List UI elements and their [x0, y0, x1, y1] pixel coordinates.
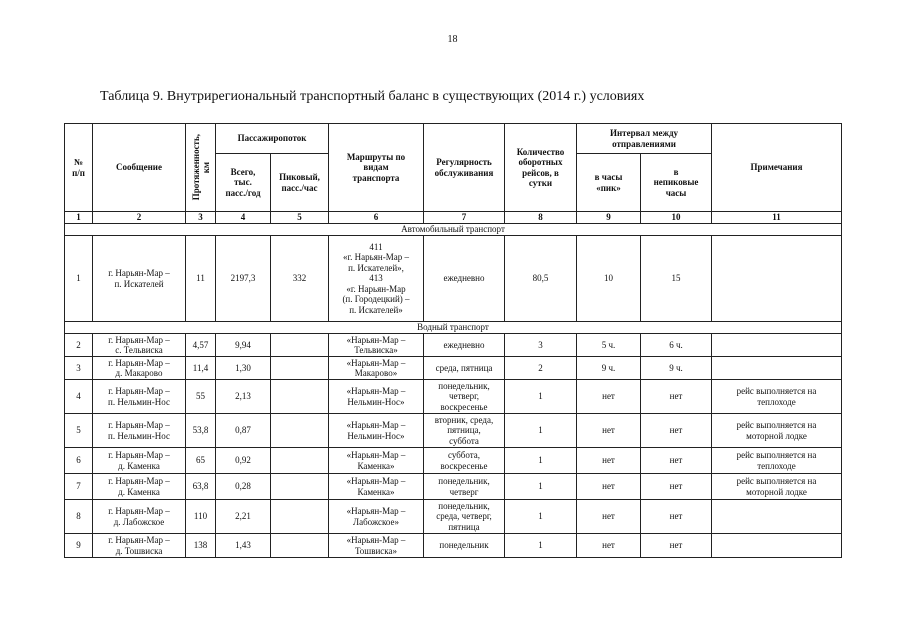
row-trips: 1 [505, 380, 577, 414]
row-connection: г. Нарьян-Мар – д. Каменка [93, 448, 186, 474]
row-regularity: суббота, воскресенье [424, 448, 505, 474]
header-length-label: Протяженность, км [190, 134, 211, 201]
row-route: «Нарьян-Мар – Тельвиска» [329, 334, 424, 357]
row-peak-flow [271, 500, 329, 534]
row-total-flow: 2,21 [216, 500, 271, 534]
row-total-flow: 1,43 [216, 534, 271, 558]
row-connection: г. Нарьян-Мар – д. Тошвиска [93, 534, 186, 558]
row-interval-offpeak: нет [641, 534, 712, 558]
table-row [65, 357, 842, 380]
row-total-flow: 0,92 [216, 448, 271, 474]
row-regularity: понедельник [424, 534, 505, 558]
row-notes: рейс выполняется на моторной лодке [712, 414, 842, 448]
page-number: 18 [447, 34, 458, 45]
row-notes [712, 236, 842, 322]
row-connection: г. Нарьян-Мар – п. Нельмин-Нос [93, 414, 186, 448]
row-number: 3 [65, 357, 93, 380]
row-regularity: среда, пятница [424, 357, 505, 380]
row-regularity: понедельник, четверг [424, 474, 505, 500]
row-route: «Нарьян-Мар – Лабожское» [329, 500, 424, 534]
row-length: 55 [186, 380, 216, 414]
row-interval-offpeak: 15 [641, 236, 712, 322]
row-interval-peak: 5 ч. [577, 334, 641, 357]
row-notes: рейс выполняется на теплоходе [712, 380, 842, 414]
row-trips: 80,5 [505, 236, 577, 322]
row-length: 4,57 [186, 334, 216, 357]
row-length: 110 [186, 500, 216, 534]
row-interval-offpeak: нет [641, 474, 712, 500]
row-total-flow: 1,30 [216, 357, 271, 380]
row-regularity: понедельник, среда, четверг, пятница [424, 500, 505, 534]
row-connection: г. Нарьян-Мар – с. Тельвиска [93, 334, 186, 357]
column-number-row [65, 212, 842, 224]
column-number: 8 [505, 212, 577, 224]
header-connection: Сообщение [93, 124, 186, 212]
row-regularity: понедельник, четверг, воскресенье [424, 380, 505, 414]
row-notes [712, 334, 842, 357]
header-num: № п/п [65, 124, 93, 212]
column-number: 7 [424, 212, 505, 224]
row-total-flow: 0,28 [216, 474, 271, 500]
row-interval-offpeak: нет [641, 448, 712, 474]
row-peak-flow [271, 357, 329, 380]
column-number: 11 [712, 212, 842, 224]
row-number: 6 [65, 448, 93, 474]
row-total-flow: 0,87 [216, 414, 271, 448]
row-total-flow: 2,13 [216, 380, 271, 414]
table-row [65, 236, 842, 322]
row-peak-flow [271, 474, 329, 500]
header-routes: Маршруты по видам транспорта [329, 124, 424, 212]
row-notes [712, 500, 842, 534]
column-number: 4 [216, 212, 271, 224]
table-row [65, 500, 842, 534]
table-row [65, 448, 842, 474]
row-trips: 3 [505, 334, 577, 357]
row-length: 65 [186, 448, 216, 474]
row-length: 11 [186, 236, 216, 322]
row-interval-offpeak: 6 ч. [641, 334, 712, 357]
header-offpeak-hours: в непиковые часы [641, 154, 712, 212]
row-trips: 1 [505, 500, 577, 534]
row-interval-offpeak: нет [641, 414, 712, 448]
row-peak-flow [271, 414, 329, 448]
row-trips: 1 [505, 414, 577, 448]
row-interval-peak: нет [577, 500, 641, 534]
header-total: Всего, тыс. пасс./год [216, 154, 271, 212]
row-length: 11,4 [186, 357, 216, 380]
row-number: 5 [65, 414, 93, 448]
row-route: «Нарьян-Мар – Нельмин-Нос» [329, 414, 424, 448]
column-number: 2 [93, 212, 186, 224]
row-interval-peak: 9 ч. [577, 357, 641, 380]
row-connection: г. Нарьян-Мар – п. Искателей [93, 236, 186, 322]
row-connection: г. Нарьян-Мар – д. Каменка [93, 474, 186, 500]
table-row [65, 334, 842, 357]
header-passenger-flow: Пассажиропоток [216, 124, 329, 154]
row-connection: г. Нарьян-Мар – п. Нельмин-Нос [93, 380, 186, 414]
row-interval-peak: нет [577, 534, 641, 558]
row-number: 9 [65, 534, 93, 558]
header-notes: Примечания [712, 124, 842, 212]
row-regularity: ежедневно [424, 334, 505, 357]
header-peak-hours: в часы «пик» [577, 154, 641, 212]
column-number: 1 [65, 212, 93, 224]
row-route: «Нарьян-Мар – Каменка» [329, 474, 424, 500]
row-number: 2 [65, 334, 93, 357]
row-number: 7 [65, 474, 93, 500]
row-notes [712, 534, 842, 558]
header-peak: Пиковый, пасс./час [271, 154, 329, 212]
row-route: «Нарьян-Мар – Нельмин-Нос» [329, 380, 424, 414]
row-trips: 1 [505, 534, 577, 558]
row-peak-flow [271, 448, 329, 474]
row-notes: рейс выполняется на моторной лодке [712, 474, 842, 500]
column-number: 6 [329, 212, 424, 224]
column-number: 5 [271, 212, 329, 224]
row-length: 63,8 [186, 474, 216, 500]
row-trips: 2 [505, 357, 577, 380]
transport-balance-table [64, 123, 842, 558]
row-interval-peak: нет [577, 474, 641, 500]
column-number: 3 [186, 212, 216, 224]
section-title: Автомобильный транспорт [65, 224, 842, 236]
column-number: 10 [641, 212, 712, 224]
row-length: 53,8 [186, 414, 216, 448]
row-total-flow: 2197,3 [216, 236, 271, 322]
row-interval-peak: нет [577, 380, 641, 414]
section-title: Водный транспорт [65, 322, 842, 334]
row-peak-flow [271, 380, 329, 414]
row-connection: г. Нарьян-Мар – д. Макарово [93, 357, 186, 380]
row-notes [712, 357, 842, 380]
row-regularity: ежедневно [424, 236, 505, 322]
header-interval: Интервал между отправлениями [577, 124, 712, 154]
row-number: 1 [65, 236, 93, 322]
row-number: 8 [65, 500, 93, 534]
row-interval-offpeak: нет [641, 380, 712, 414]
row-interval-offpeak: 9 ч. [641, 357, 712, 380]
header-regularity: Регулярность обслуживания [424, 124, 505, 212]
row-route: «Нарьян-Мар – Каменка» [329, 448, 424, 474]
row-route: 411 «г. Нарьян-Мар – п. Искателей», 413 «г. Нарьян-Мар (п. Городецкий) – п. Искателей» [329, 236, 424, 322]
header-trips: Количество оборотных рейсов, в сутки [505, 124, 577, 212]
table-row [65, 414, 842, 448]
header-length [186, 124, 216, 212]
section-row [65, 224, 842, 236]
table-row [65, 534, 842, 558]
section-row [65, 322, 842, 334]
row-trips: 1 [505, 474, 577, 500]
row-connection: г. Нарьян-Мар – д. Лабожское [93, 500, 186, 534]
column-number: 9 [577, 212, 641, 224]
row-length: 138 [186, 534, 216, 558]
row-number: 4 [65, 380, 93, 414]
row-regularity: вторник, среда, пятница, суббота [424, 414, 505, 448]
table-title: Таблица 9. Внутрирегиональный транспортный баланс в существующих (2014 г.) условиях [100, 89, 645, 104]
table-row [65, 380, 842, 414]
row-peak-flow [271, 334, 329, 357]
row-interval-peak: нет [577, 448, 641, 474]
row-notes: рейс выполняется на теплоходе [712, 448, 842, 474]
row-peak-flow [271, 534, 329, 558]
table-row [65, 474, 842, 500]
row-total-flow: 9,94 [216, 334, 271, 357]
row-trips: 1 [505, 448, 577, 474]
row-peak-flow: 332 [271, 236, 329, 322]
row-interval-offpeak: нет [641, 500, 712, 534]
row-route: «Нарьян-Мар – Макарово» [329, 357, 424, 380]
row-interval-peak: 10 [577, 236, 641, 322]
row-route: «Нарьян-Мар – Тошвиска» [329, 534, 424, 558]
row-interval-peak: нет [577, 414, 641, 448]
